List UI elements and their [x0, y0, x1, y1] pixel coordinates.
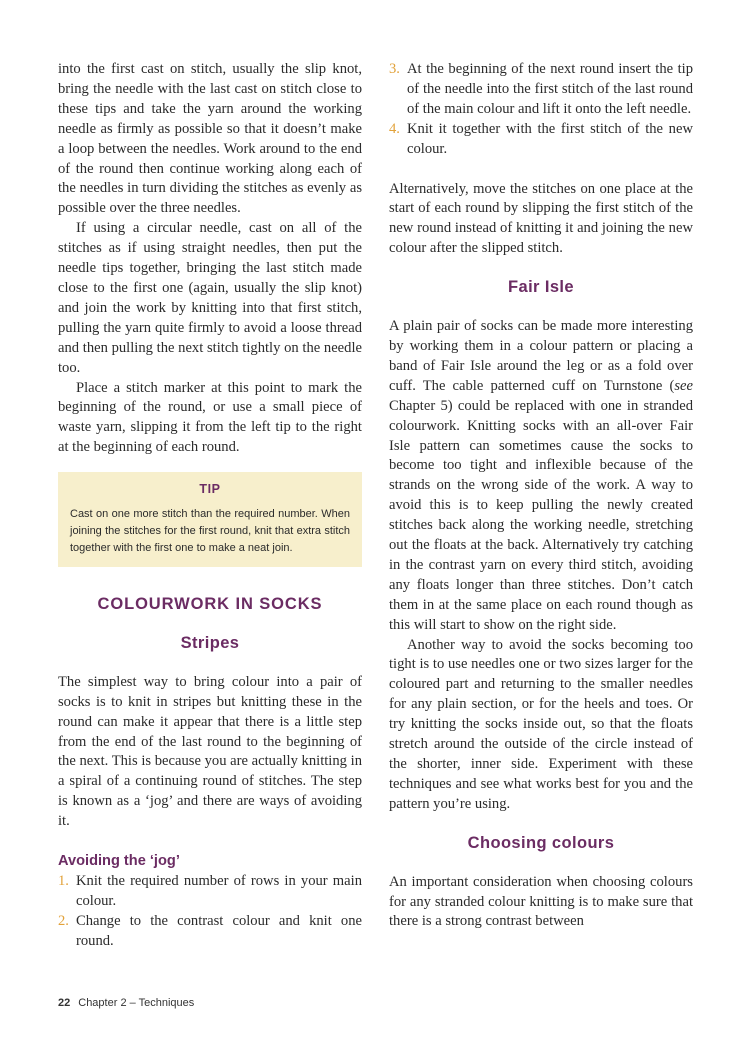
- step-number: 1.: [58, 873, 69, 889]
- paragraph: The simplest way to bring colour into a pair of socks is to knit in stripes but knitting these in the round can make it appear that there is a little step from the end of the last round to the beginning of the next. This is because you are actually knitting in a spiral of a continuing round of stitches. The step is known as a ‘jog’ and there are ways of avoiding it.: [58, 673, 362, 830]
- tip-text: Cast on one more stitch than the required number. When joining the stitches for the first round, knit that extra stitch together with the first one to make a neat join.: [70, 508, 350, 555]
- list-item: [58, 872, 362, 912]
- paragraph-text: A plain pair of socks can be made more interesting by working them in a colour pattern or placing a band of Fair Isle around the leg or as a fold over cuff. The cable patterned cuff on Turnstone (: [389, 318, 693, 394]
- step-text: Knit the required number of rows in your main colour.: [76, 873, 362, 909]
- paragraph: An important consideration when choosing colours for any stranded colour knitting is to make sure that there is a strong contrast between: [389, 873, 693, 930]
- paragraph: Another way to avoid the socks becoming too tight is to use needles one or two sizes larger for the coloured part and returning to the smaller needles for any plain section, or for the heels and toes. Or try knitting the socks inside out, so that the floats stretch around the outside of the circle instead of the shorter, inner side. Experiment with these techniques and see what works best for you and the pattern you’re using.: [389, 636, 693, 812]
- section-heading: COLOURWORK IN SOCKS: [97, 595, 323, 614]
- paragraph: [389, 317, 693, 636]
- chapter-label: Chapter 2 – Techniques: [78, 997, 195, 1009]
- step-number: 2.: [58, 912, 69, 929]
- tip-box: [58, 472, 362, 567]
- right-column: [389, 60, 693, 932]
- paragraph: If using a circular needle, cast on all of the stitches as if using straight needles, then put the needle tips together, bringing the last stitch made close to the first one (again, usually the slip knot) and join the work by knitting into that first stitch, pulling the yarn quite firmly to avoid a loose thread and then pulling the next stitch tightly on the needle too.: [58, 220, 362, 376]
- steps-list: [389, 60, 693, 160]
- step-text: Knit it together with the first stitch of the new colour.: [407, 120, 693, 157]
- step-text: Change to the contrast colour and knit one round.: [76, 912, 362, 949]
- step-text: At the beginning of the next round insert the tip of the needle into the first stitch of the last round of the main colour and lift it onto the left needle.: [407, 61, 693, 117]
- subheading-fair-isle: Fair Isle: [508, 278, 574, 297]
- subheading-stripes: Stripes: [180, 633, 240, 652]
- subheading-avoiding-jog: Avoiding the ‘jog’: [58, 853, 180, 870]
- list-item: [58, 912, 362, 952]
- see-reference: see: [674, 377, 693, 394]
- step-number: 3.: [389, 61, 400, 77]
- paragraph-text: Chapter 5) could be replaced with one in stranded colourwork. Knitting socks with an all-over Fair Isle pattern can sometimes cause the socks to become too tight and inflexible because of the strands on the wrong side of the work. A way to avoid this is to keep pulling the newly created stitches back along the working needle, stretching out the floats at the back. Alternatively try catching in the contrast yarn on every third stitch, avoiding any floats longer than three stitches. Don’t catch them in at the same place on each round though as this will start to show on the right side.: [389, 397, 693, 633]
- paragraph: Place a stitch marker at this point to mark the beginning of the round, or use a small piece of waste yarn, slipping it from the left tip to the right at the beginning of each round.: [58, 379, 362, 456]
- list-item: [389, 120, 693, 160]
- tip-title: TIP: [199, 482, 221, 497]
- left-column: [58, 60, 362, 952]
- list-item: [389, 60, 693, 120]
- paragraph: into the first cast on stitch, usually the slip knot, bring the needle with the last cast on stitch close to these tips and take the yarn around the working needle as firmly as possible so that it doesn’t make a loop between the needles. Work around to the end of the round then continue working along each of the needles in turn dividing the stitches as evenly as possible over the three needles.: [58, 61, 362, 217]
- page-footer: [58, 997, 194, 1009]
- step-number: 4.: [389, 120, 400, 137]
- subheading-choosing-colours: Choosing colours: [467, 833, 615, 852]
- steps-list: [58, 872, 362, 952]
- page-number: 22: [58, 997, 71, 1009]
- paragraph: Alternatively, move the stitches on one place at the start of each round by slipping the first stitch of the new round instead of knitting it and joining the new colour after the slipped stitch.: [389, 180, 693, 257]
